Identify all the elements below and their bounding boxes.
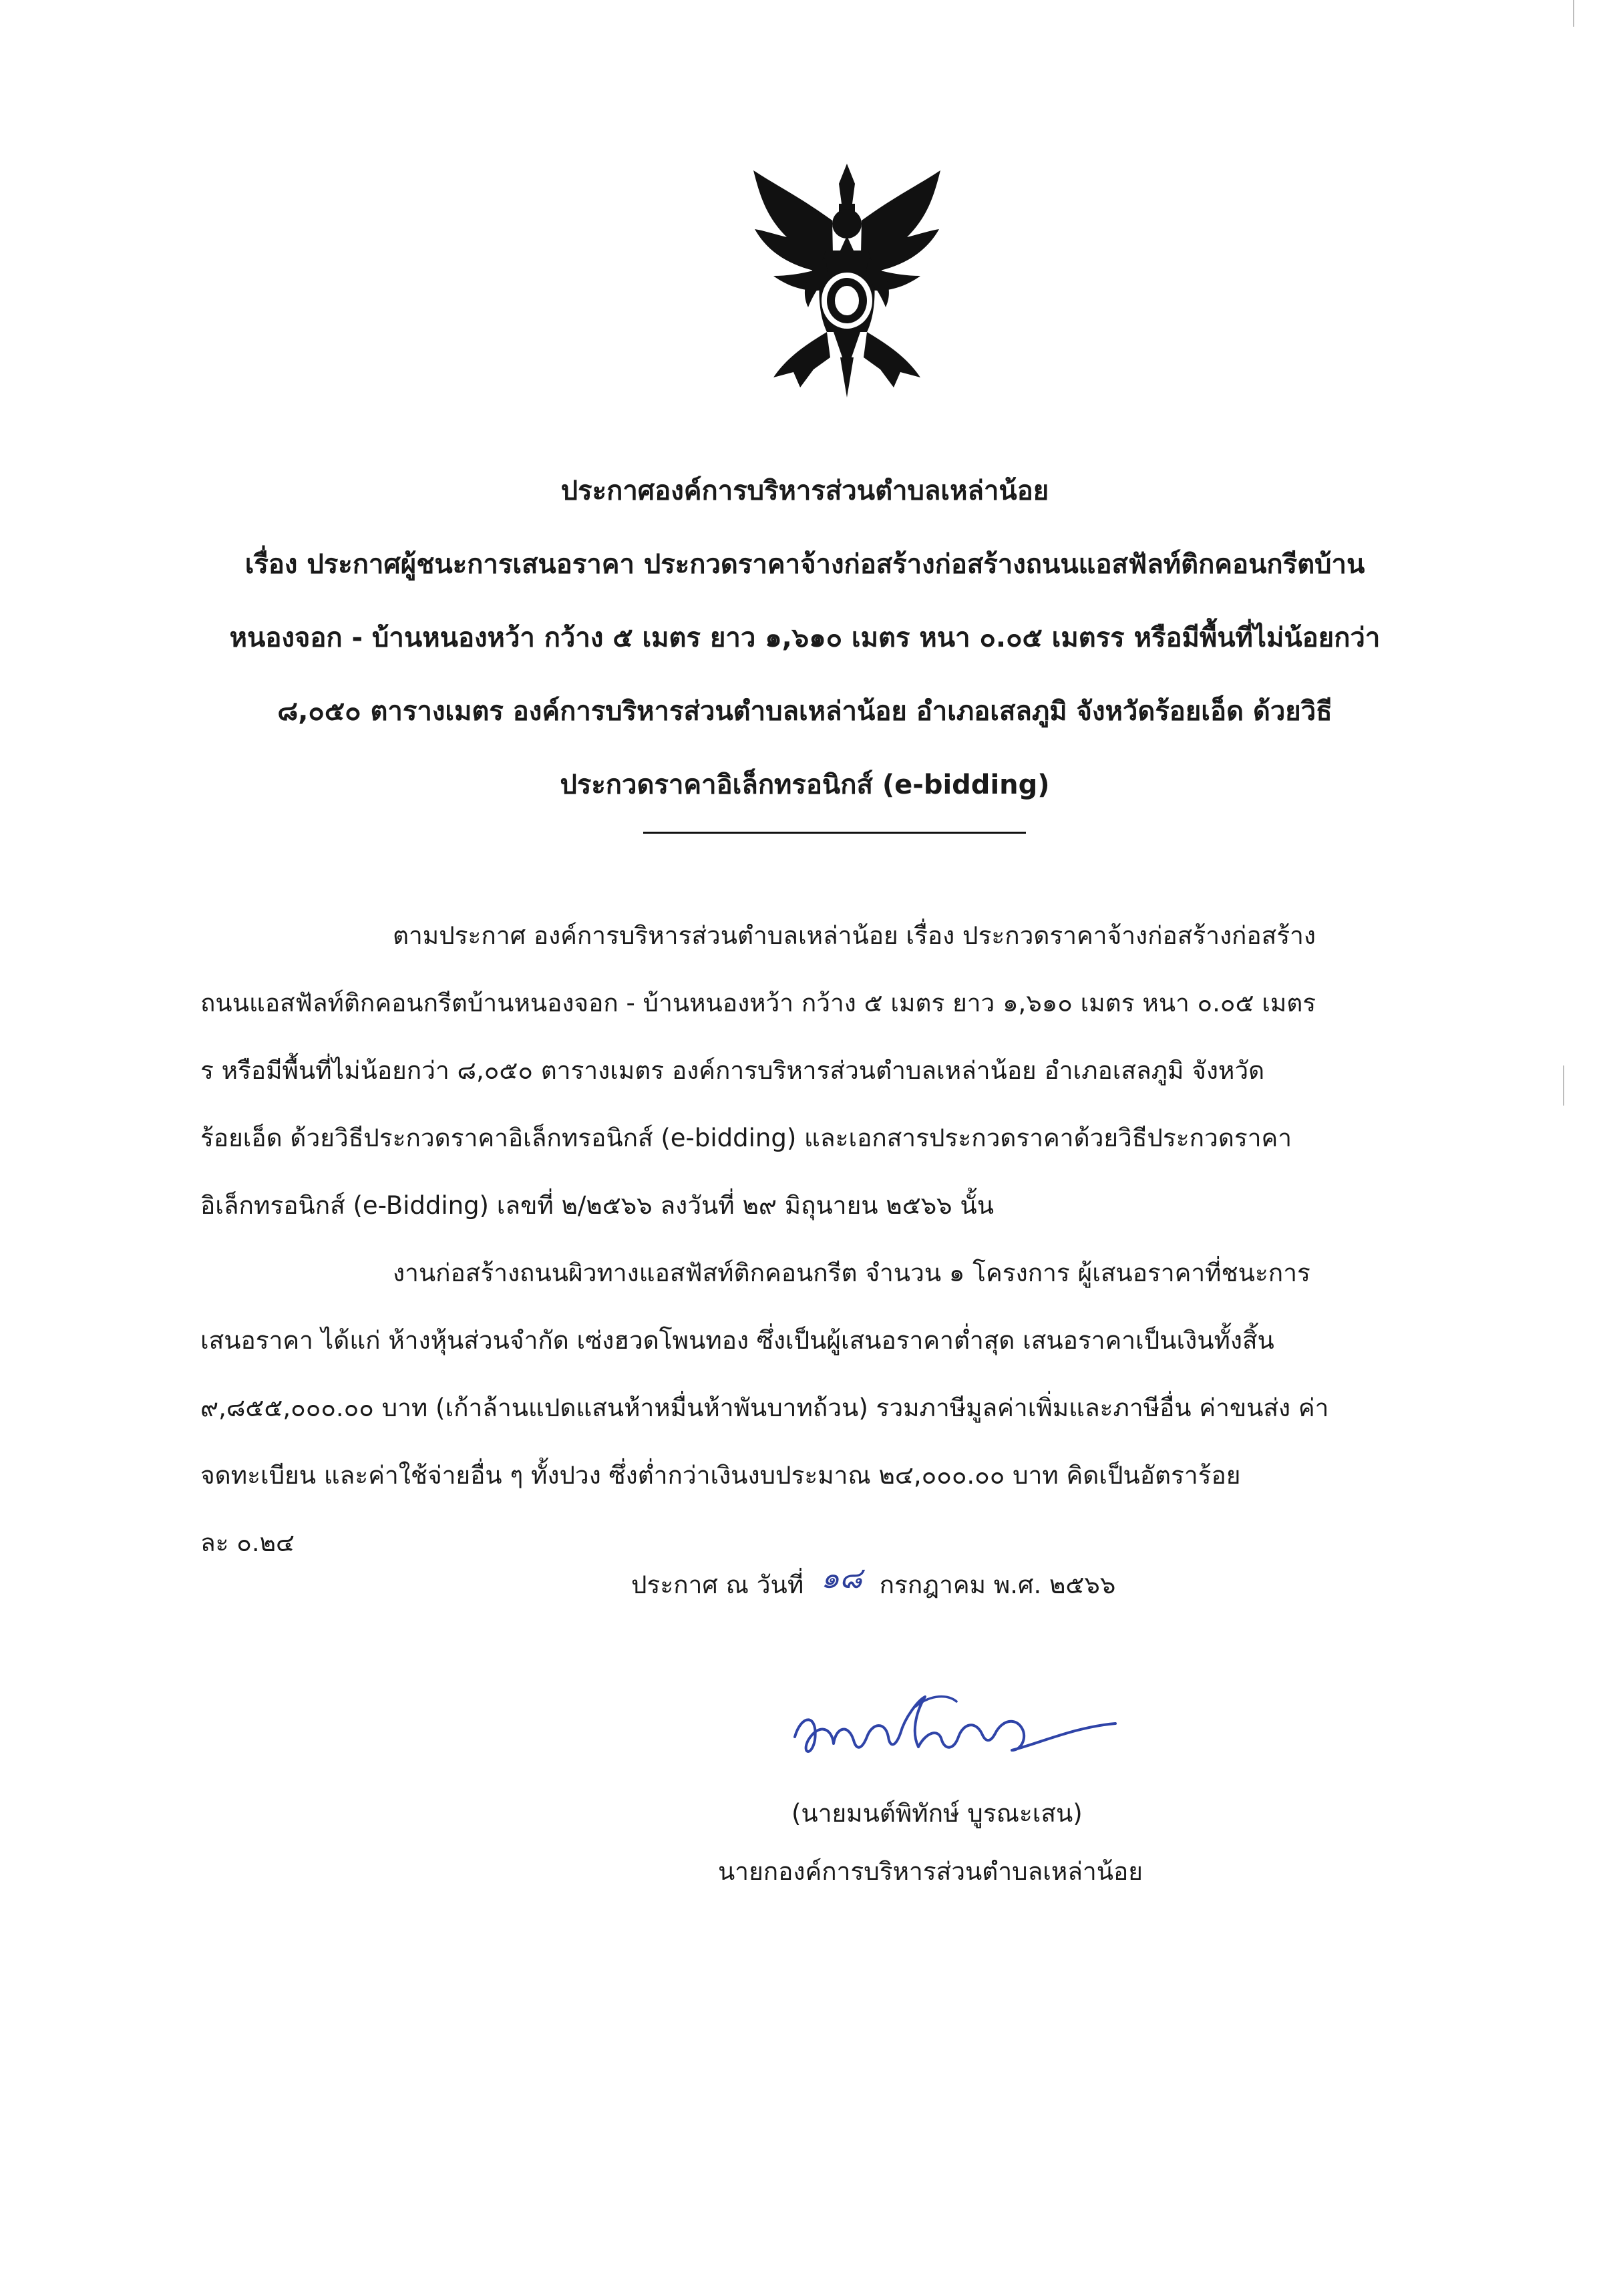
scan-mark	[1573, 0, 1574, 27]
garuda-emblem-icon	[747, 157, 947, 404]
subject-line-2: หนองจอก - บ้านหนองหว้า กว้าง ๕ เมตร ยาว ๑,๖๑๐ เมตร หนา ๐.๐๕ เมตรร หรือมีพื้นที่ไม่น้อยกว่า	[229, 623, 1381, 653]
date-prefix: ประกาศ ณ วันที่	[631, 1571, 804, 1599]
body-line: ร หรือมีพื้นที่ไม่น้อยกว่า ๘,๐๕๐ ตารางเมตร องค์การบริหารส่วนตำบลเหล่าน้อย อำเภอเสลภูมิ จังหวัด	[200, 1056, 1265, 1085]
scan-mark	[1563, 1065, 1564, 1106]
subject-line-4: ประกวดราคาอิเล็กทรอนิกส์ (e-bidding)	[560, 770, 1050, 800]
body-line: ๙,๘๕๕,๐๐๐.๐๐ บาท (เก้าล้านแปดแสนห้าหมื่นห้าพันบาทถ้วน) รวมภาษีมูลค่าเพิ่มและภาษีอื่น ค่าขนส่ง ค่า	[200, 1393, 1329, 1422]
handwritten-day: ๑๘	[820, 1561, 862, 1595]
body-line: ถนนแอสฟัลท์ติกคอนกรีตบ้านหนองจอก - บ้านหนองหว้า กว้าง ๕ เมตร ยาว ๑,๖๑๐ เมตร หนา ๐.๐๕ เมตร	[200, 989, 1316, 1017]
org-title: ประกาศองค์การบริหารส่วนตำบลเหล่าน้อย	[560, 476, 1049, 506]
body-line: เสนอราคา ได้แก่ ห้างหุ้นส่วนจำกัด เซ่งฮวดโพนทอง ซึ่งเป็นผู้เสนอราคาต่ำสุด เสนอราคาเป็นเงินทั้งสิ้น	[200, 1326, 1274, 1355]
body-line: ตามประกาศ องค์การบริหารส่วนตำบลเหล่าน้อย เรื่อง ประกวดราคาจ้างก่อสร้างก่อสร้าง	[393, 921, 1316, 950]
date-month-year: กรกฎาคม พ.ศ. ๒๕๖๖	[879, 1571, 1116, 1599]
signer-name: (นายมนต์พิทักษ์ บูรณะเสน)	[791, 1799, 1083, 1828]
body-line: ละ ๐.๒๔	[200, 1528, 295, 1557]
subject-line-1: เรื่อง ประกาศผู้ชนะการเสนอราคา ประกวดราคาจ้างก่อสร้างก่อสร้างถนนแอสฟัลท์ติกคอนกรีตบ้าน	[244, 549, 1365, 580]
announcement-date	[631, 1560, 1115, 1607]
announcement-heading	[200, 454, 1409, 822]
body-line: จดทะเบียน และค่าใช้จ่ายอื่น ๆ ทั้งปวง ซึ่งต่ำกว่าเงินงบประมาณ ๒๔,๐๐๐.๐๐ บาท คิดเป็นอัตราร้อย	[200, 1461, 1241, 1490]
signer-title: นายกองค์การบริหารส่วนตำบลเหล่าน้อย	[718, 1857, 1143, 1886]
announcement-body	[200, 902, 1469, 1577]
body-line: อิเล็กทรอนิกส์ (e-Bidding) เลขที่ ๒/๒๕๖๖ ลงวันที่ ๒๙ มิถุนายน ๒๕๖๖ นั้น	[200, 1191, 995, 1220]
body-line: ร้อยเอ็ด ด้วยวิธีประกวดราคาอิเล็กทรอนิกส์ (e-bidding) และเอกสารประกวดราคาด้วยวิธีประกวดราคา	[200, 1124, 1292, 1152]
body-line: งานก่อสร้างถนนผิวทางแอสฟัสท์ติกคอนกรีต จำนวน ๑ โครงการ ผู้เสนอราคาที่ชนะการ	[393, 1259, 1310, 1287]
handwritten-signature	[781, 1687, 1129, 1774]
divider	[643, 832, 1026, 834]
subject-line-3: ๘,๐๕๐ ตารางเมตร องค์การบริหารส่วนตำบลเหล่าน้อย อำเภอเสลภูมิ จังหวัดร้อยเอ็ด ด้วยวิธี	[277, 696, 1332, 727]
